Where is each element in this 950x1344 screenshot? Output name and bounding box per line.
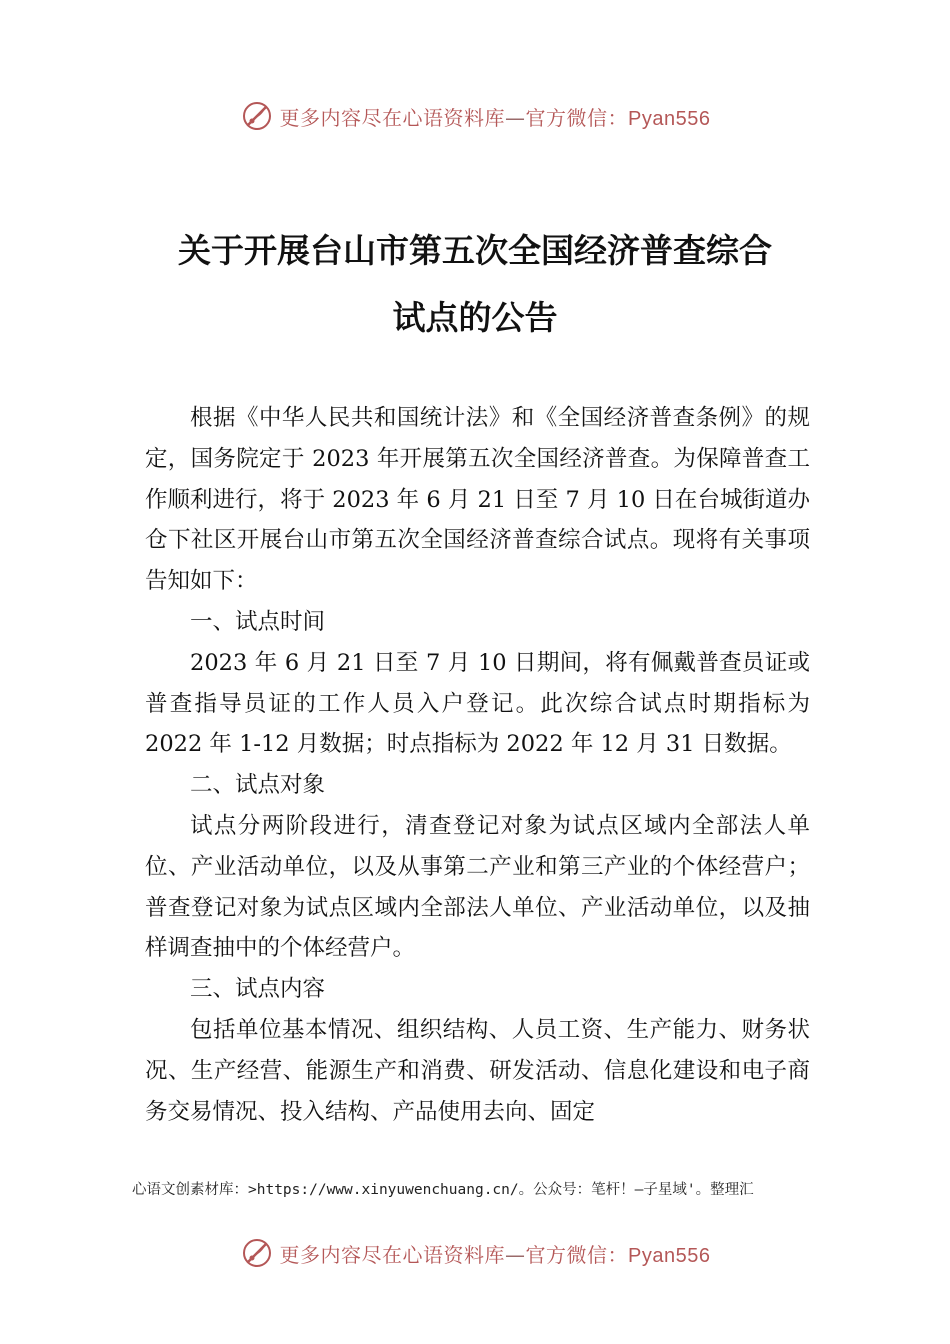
document-title-line2: 试点的公告 (392, 298, 558, 337)
document-body (145, 398, 810, 1132)
document-title-line1: 关于开展台山市第五次全国经济普查综合 (178, 231, 772, 270)
section-heading-content: 三、试点内容 (190, 976, 326, 1003)
watermark-footer (0, 1233, 950, 1273)
paragraph-content: 包括单位基本情况、组织结构、人员工资、生产能力、财务状况、生产经营、能源生产和消费、研发活动、信息化建设和电子商务交易情况、投入结构、产品使用去向、固定 (145, 1016, 810, 1125)
watermark-text: 更多内容尽在心语资料库—官方微信：Pyan556 (279, 1242, 711, 1267)
paragraph-time: 2023 年 6 月 21 日至 7 月 10 日期间，将有佩戴普查员证或普查指导员证的工作人员入户登记。此次综合试点时期指标为 2022 年 1-12 月数据；时点指标为 2022 年 12 月 31 日数据。 (145, 649, 810, 758)
source-footer-line: 心语文创素材库：>https://www.xinyuwenchuang.cn/。公众号：笔杆！—子星域'。整理汇 (132, 1182, 754, 1198)
quill-seal-icon (240, 99, 274, 133)
watermark-header (0, 96, 950, 136)
quill-seal-icon (240, 1236, 274, 1270)
watermark-text: 更多内容尽在心语资料库—官方微信：Pyan556 (279, 105, 711, 130)
paragraph-target: 试点分两阶段进行，清查登记对象为试点区域内全部法人单位、产业活动单位，以及从事第二产业和第三产业的个体经营户；普查登记对象为试点区域内全部法人单位、产业活动单位，以及抽样调查抽中的个体经营户。 (145, 812, 810, 962)
section-heading-target: 二、试点对象 (190, 772, 326, 799)
section-heading-time: 一、试点时间 (190, 608, 326, 635)
paragraph-intro: 根据《中华人民共和国统计法》和《全国经济普查条例》的规定，国务院定于 2023 年开展第五次全国经济普查。为保障普查工作顺利进行，将于 2023 年 6 月 21 日至 7 月 10 日在台城街道办仓下社区开展台山市第五次全国经济普查综合试点。现将有关事项告知如下： (145, 405, 810, 595)
